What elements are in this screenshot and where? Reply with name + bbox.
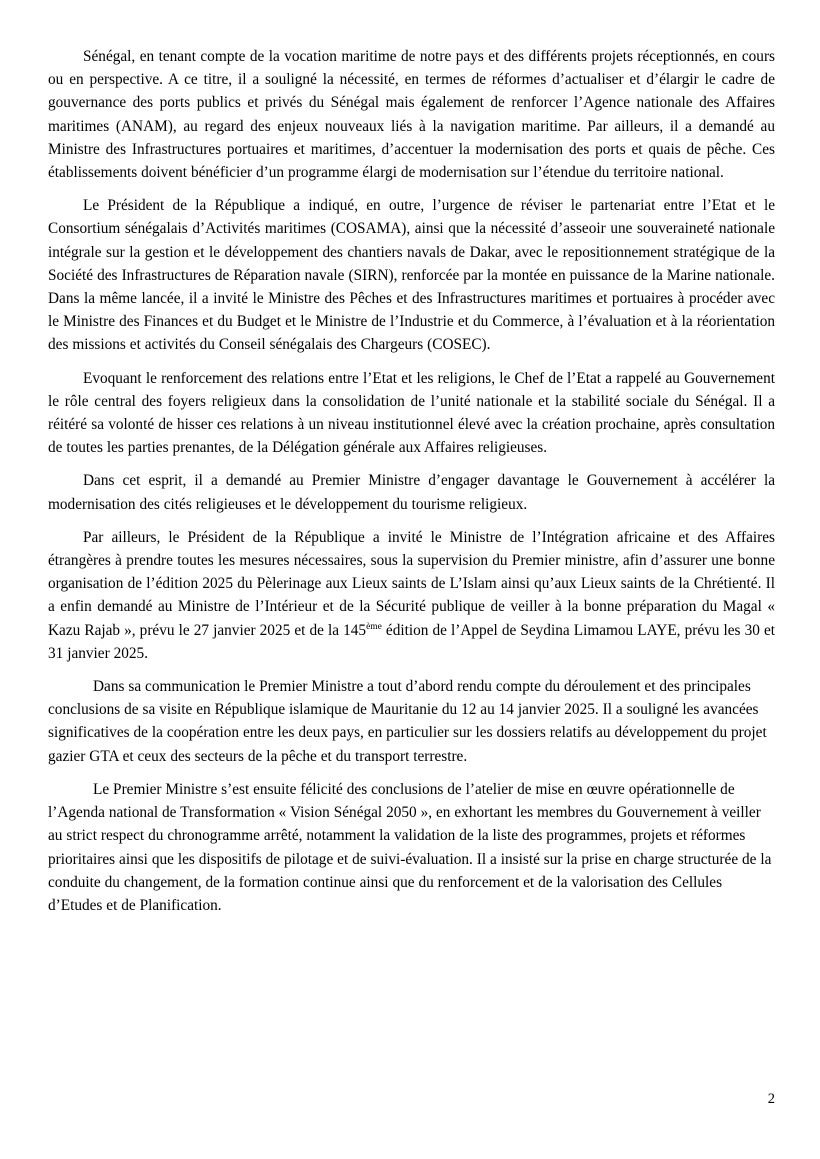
- document-body: [48, 45, 775, 917]
- paragraph-7: Le Premier Ministre s’est ensuite félicité des conclusions de l’atelier de mise en œuvre opérationnelle de l’Agenda national de Transformation « Vision Sénégal 2050 », en exhortant les membres du Gouvernement à veiller au strict respect du chronogramme arrêté, notamment la validation de la liste des programmes, projets et réformes prioritaires ainsi que les dispositifs de pilotage et de suivi-évaluation. Il a insisté sur la prise en charge structurée de la conduite du changement, de la formation continue ainsi que du renforcement et de la valorisation des Cellules d’Etudes et de Planification.: [48, 780, 772, 914]
- page-number: 2: [767, 1091, 775, 1107]
- paragraph-3: Evoquant le renforcement des relations entre l’Etat et les religions, le Chef de l’Etat a rappelé au Gouvernement le rôle central des foyers religieux dans la consolidation de l’unité nationale et la stabilité sociale du Sénégal. Il a réitéré sa volonté de hisser ces relations à un niveau institutionnel élevé avec la création prochaine, après consultation de toutes les parties prenantes, de la Délégation générale aux Affaires religieuses.: [48, 369, 775, 457]
- paragraph-2: Le Président de la République a indiqué, en outre, l’urgence de réviser le partenariat entre l’Etat et le Consortium sénégalais d’Activités maritimes (COSAMA), ainsi que la nécessité d’asseoir une souveraineté nationale intégrale sur la gestion et le développement des chantiers navals de Dakar, avec le repositionnement stratégique de la Société des Infrastructures de Réparation navale (SIRN), renforcée par la montée en puissance de la Marine nationale. Dans la même lancée, il a invité le Ministre des Pêches et des Infrastructures maritimes et portuaires à procéder avec le Ministre des Finances et du Budget et le Ministre de l’Industrie et du Commerce, à l’évaluation et à la réorientation des missions et activités du Conseil sénégalais des Chargeurs (COSEC).: [48, 197, 775, 354]
- paragraph-4: Dans cet esprit, il a demandé au Premier Ministre d’engager davantage le Gouvernement à accélérer la modernisation des cités religieuses et le développement du tourisme religieux.: [48, 472, 775, 513]
- paragraph-6: Dans sa communication le Premier Ministre a tout d’abord rendu compte du déroulement et des principales conclusions de sa visite en République islamique de Mauritanie du 12 au 14 janvier 2025. Il a souligné les avancées significatives de la coopération entre les deux pays, en particulier sur les dossiers relatifs au développement du projet gazier GTA et ceux des secteurs de la pêche et du transport terrestre.: [48, 678, 767, 765]
- paragraph-5-text-after-ordinal: édition de l’Appel de Seydina Limamou LAYE, prévu les 30 et 31 janvier 2025.: [48, 621, 775, 662]
- paragraph-1: Sénégal, en tenant compte de la vocation maritime de notre pays et des différents projets réceptionnés, en cours ou en perspective. A ce titre, il a souligné la nécessité, en termes de réformes d’actualiser et d’élargir le cadre de gouvernance des ports publics et privés du Sénégal mais également de renforcer l’Agence nationale des Affaires maritimes (ANAM), au regard des enjeux nouveaux liés à la navigation maritime. Par ailleurs, il a demandé au Ministre des Infrastructures portuaires et maritimes, d’accentuer la modernisation des ports et quais de pêche. Ces établissements doivent bénéficier d’un programme élargi de modernisation sur l’étendue du territoire national.: [48, 48, 775, 182]
- paragraph-5: [48, 526, 775, 665]
- paragraph-5-text-before-ordinal: Par ailleurs, le Président de la République a invité le Ministre de l’Intégration africaine et des Affaires étrangères à prendre toutes les mesures nécessaires, sous la supervision du Premier ministre, afin d’assurer une bonne organisation de l’édition 2025 du Pèlerinage aux Lieux saints de L’Islam ainsi qu’aux Lieux saints de la Chrétienté. Il a enfin demandé au Ministre de l’Intérieur et de la Sécurité publique de veiller à la bonne préparation du Magal « Kazu Rajab », prévu le 27 janvier 2025 et de la 145: [48, 528, 775, 639]
- ordinal-suffix: ème: [366, 621, 382, 632]
